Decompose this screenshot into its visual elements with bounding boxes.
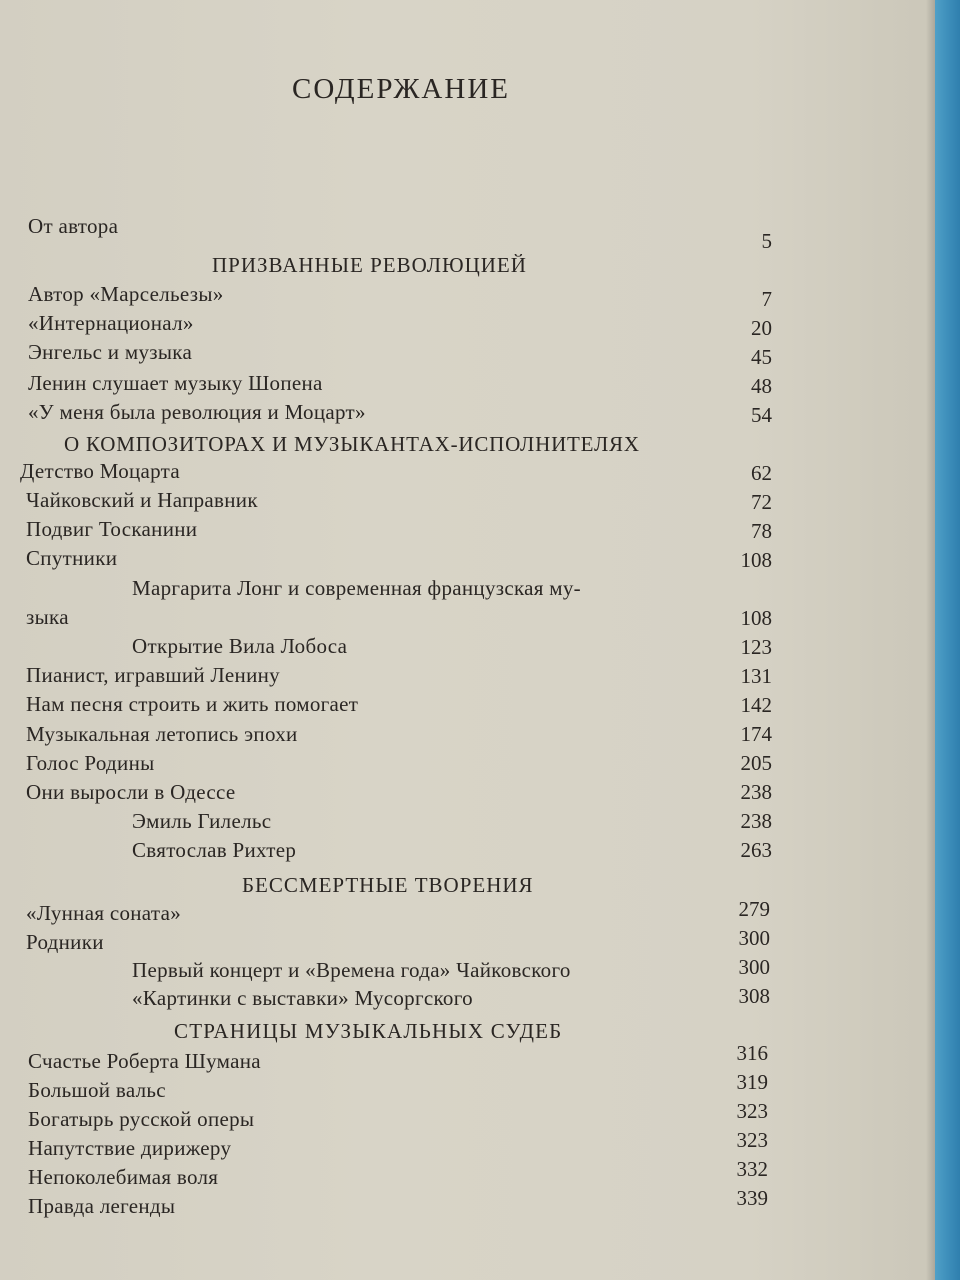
toc-entry-page: 300: [738, 926, 770, 950]
toc-entry-label: Музыкальная летопись эпохи: [26, 722, 298, 746]
toc-entry-page: 108: [740, 606, 772, 630]
toc-entry-label: «Лунная соната»: [26, 901, 182, 925]
section-heading: ПРИЗВАННЫЕ РЕВОЛЮЦИЕЙ: [212, 253, 527, 277]
toc-entry-page: 62: [751, 461, 772, 485]
toc-entry-label: Чайковский и Направник: [26, 488, 258, 512]
toc-entry-page: 339: [736, 1186, 768, 1210]
toc-entry-page: 142: [740, 693, 772, 717]
toc-entry-page: 5: [761, 229, 772, 253]
toc-entry-page: 332: [736, 1157, 768, 1181]
toc-entry-page: 54: [751, 403, 772, 427]
toc-entry-page: 7: [761, 287, 772, 311]
toc-entry-label: Счастье Роберта Шумана: [28, 1049, 261, 1073]
toc-entry-page: 316: [736, 1041, 768, 1065]
toc-entry-page: 108: [740, 548, 772, 572]
toc-entry-label-continuation: зыка: [26, 605, 69, 629]
toc-entry-page: 319: [736, 1070, 768, 1094]
section-heading: БЕССМЕРТНЫЕ ТВОРЕНИЯ: [242, 873, 534, 897]
section-heading: СТРАНИЦЫ МУЗЫКАЛЬНЫХ СУДЕБ: [174, 1019, 563, 1043]
toc-entry-label: Непоколебимая воля: [28, 1165, 219, 1189]
toc-entry-page: 20: [751, 316, 772, 340]
toc-entry-label: Подвиг Тосканини: [26, 517, 198, 541]
toc-entry-page: 78: [751, 519, 772, 543]
toc-entry-page: 300: [738, 955, 770, 979]
toc-entry-label: «Интернационал»: [28, 311, 194, 335]
toc-entry-page: 123: [740, 635, 772, 659]
toc-entry-label: «У меня была революция и Моцарт»: [28, 400, 366, 424]
toc-entry-label: Ленин слушает музыку Шопена: [28, 371, 323, 395]
toc-entry-label: Святослав Рихтер: [132, 838, 297, 862]
toc-entry-label: Автор «Марсельезы»: [28, 282, 224, 306]
toc-entry-page: 238: [740, 780, 772, 804]
toc-entry-label: Напутствие дирижеру: [28, 1136, 232, 1160]
toc-entry-label: Богатырь русской оперы: [28, 1107, 255, 1131]
toc-entry-label: Большой вальс: [28, 1078, 166, 1102]
toc-entry-page: 279: [738, 897, 770, 921]
toc-entry-label: Голос Родины: [26, 751, 155, 775]
toc-entry-label: Маргарита Лонг и современная французская му-: [132, 576, 581, 600]
toc-entry-label: Спутники: [26, 546, 118, 570]
toc-entry-label: Пианист, игравший Ленину: [26, 663, 280, 687]
toc-entry-label: «Картинки с выставки» Мусоргского: [132, 986, 473, 1010]
toc-entry-page: 308: [738, 984, 770, 1008]
toc-entry-page: 323: [736, 1128, 768, 1152]
section-heading: О КОМПОЗИТОРАХ И МУЗЫКАНТАХ-ИСПОЛНИТЕЛЯХ: [64, 432, 640, 456]
toc-entry-page: 48: [751, 374, 772, 398]
toc-entry-page: 263: [740, 838, 772, 862]
toc-entry-page: 131: [740, 664, 772, 688]
toc-entry-label: Нам песня строить и жить помогает: [26, 692, 359, 716]
toc-entry-label: Детство Моцарта: [20, 459, 181, 483]
toc-entry-label: От автора: [28, 214, 119, 238]
page-title: СОДЕРЖАНИЕ: [292, 73, 510, 105]
toc-entry-page: 174: [740, 722, 772, 746]
toc-entry-label: Эмиль Гилельс: [132, 809, 272, 833]
toc-entry-label: Первый концерт и «Времена года» Чайковского: [132, 958, 571, 982]
toc-entry-page: 205: [740, 751, 772, 775]
toc-entry-label: Родники: [26, 930, 104, 954]
toc-entry-label: Они выросли в Одессе: [26, 780, 236, 804]
toc-entry-label: Энгельс и музыка: [28, 340, 193, 364]
toc-entry-label: Открытие Вила Лобоса: [132, 634, 348, 658]
toc-entry-label: Правда легенды: [28, 1194, 176, 1218]
toc-entry-page: 323: [736, 1099, 768, 1123]
toc-entry-page: 238: [740, 809, 772, 833]
book-cover-edge: [935, 0, 960, 1280]
toc-entry-page: 72: [751, 490, 772, 514]
toc-entry-page: 45: [751, 345, 772, 369]
